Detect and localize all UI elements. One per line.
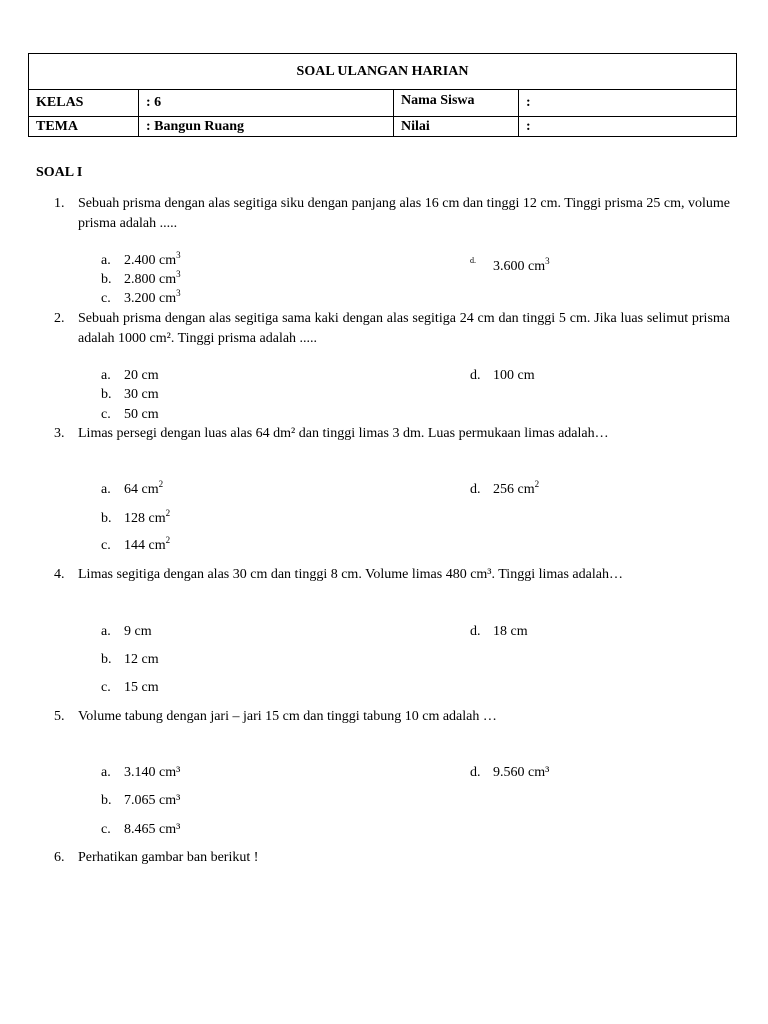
option-text: 2.800 cm (124, 272, 177, 287)
option-letter: d. (470, 368, 481, 383)
option-sup: 2 (165, 508, 171, 518)
question-1 (54, 194, 730, 234)
q5-option-a (101, 763, 180, 783)
q4-option-b (101, 650, 159, 670)
option-text: 18 cm (493, 624, 528, 639)
option-text: 3.200 cm (124, 291, 177, 306)
option-text: 7.065 cm³ (124, 793, 181, 808)
option-letter: c. (101, 822, 111, 837)
q5-option-d (470, 763, 549, 783)
option-text: 256 cm (493, 482, 535, 497)
option-letter: b. (101, 511, 112, 526)
option-letter: d. (470, 624, 481, 639)
option-letter: d. (470, 256, 476, 265)
q1-option-b (101, 270, 181, 290)
q4-option-d (470, 622, 528, 642)
nama-siswa-value: : (519, 90, 737, 117)
option-letter: a. (101, 765, 111, 780)
option-text: 20 cm (124, 368, 159, 383)
tema-value: : Bangun Ruang (139, 117, 394, 137)
option-letter: a. (101, 624, 111, 639)
option-text: 144 cm (124, 538, 166, 553)
question-text: Sebuah prisma dengan alas segitiga siku dengan panjang alas 16 cm dan tinggi 12 cm. Tinggi prisma 25 cm, volume prisma adalah ..... (78, 196, 730, 231)
option-sup: 2 (158, 479, 164, 489)
option-letter: d. (470, 765, 481, 780)
option-letter: b. (101, 793, 112, 808)
option-letter: b. (101, 272, 112, 287)
option-text: 3.140 cm³ (124, 765, 181, 780)
question-number: 5. (54, 709, 65, 724)
option-letter: c. (101, 407, 111, 422)
question-6 (54, 848, 730, 868)
q2-option-a (101, 366, 159, 386)
option-letter: c. (101, 538, 111, 553)
option-text: 100 cm (493, 368, 535, 383)
question-number: 3. (54, 426, 65, 441)
q1-option-d (470, 251, 550, 277)
option-text: 12 cm (124, 652, 159, 667)
option-text: 9.560 cm³ (493, 765, 550, 780)
q2-option-b (101, 385, 159, 405)
option-text: 15 cm (124, 680, 159, 695)
question-text: Perhatikan gambar ban berikut ! (78, 850, 259, 865)
q3-option-d (470, 480, 539, 500)
option-letter: b. (101, 387, 112, 402)
option-letter: c. (101, 680, 111, 695)
q5-option-c (101, 820, 180, 840)
option-text: 64 cm (124, 482, 159, 497)
q2-option-c (101, 405, 159, 425)
question-4 (54, 565, 730, 585)
option-text: 8.465 cm³ (124, 822, 181, 837)
option-text: 30 cm (124, 387, 159, 402)
option-sup: 3 (176, 269, 181, 279)
q2-option-d (470, 366, 535, 386)
q3-option-c (101, 536, 170, 556)
q1-option-a (101, 251, 181, 271)
option-letter: a. (101, 368, 111, 383)
nilai-label: Nilai (394, 117, 519, 137)
question-text: Volume tabung dengan jari – jari 15 cm dan tinggi tabung 10 cm adalah … (78, 709, 497, 724)
q4-option-a (101, 622, 152, 642)
question-text: Limas segitiga dengan alas 30 cm dan tinggi 8 cm. Volume limas 480 cm³. Tinggi limas adalah… (78, 567, 623, 582)
option-letter: a. (101, 482, 111, 497)
kelas-label: KELAS (29, 90, 139, 117)
question-text: Limas persegi dengan luas alas 64 dm² dan tinggi limas 3 dm. Luas permukaan limas adalah… (78, 426, 609, 441)
option-sup: 3 (176, 288, 181, 298)
question-number: 1. (54, 196, 65, 211)
q3-option-a (101, 480, 163, 500)
question-3 (54, 424, 730, 444)
question-number: 4. (54, 567, 65, 582)
q3-option-b (101, 509, 170, 529)
header-table (28, 53, 737, 137)
nilai-value: : (519, 117, 737, 137)
option-text: 128 cm (124, 511, 166, 526)
question-2 (54, 309, 730, 349)
option-text: 3.600 cm (493, 259, 546, 274)
option-letter: d. (470, 482, 481, 497)
option-letter: c. (101, 291, 111, 306)
section-heading: SOAL I (36, 165, 83, 180)
option-sup: 3 (176, 250, 181, 260)
option-sup: 3 (545, 256, 550, 266)
option-sup: 2 (534, 479, 540, 489)
question-5 (54, 707, 730, 727)
option-letter: b. (101, 652, 112, 667)
question-number: 2. (54, 311, 65, 326)
document-title: SOAL ULANGAN HARIAN (29, 54, 737, 90)
nama-siswa-label: Nama Siswa (394, 90, 519, 117)
option-text: 9 cm (124, 624, 152, 639)
q5-option-b (101, 791, 180, 811)
q4-option-c (101, 678, 159, 698)
tema-label: TEMA (29, 117, 139, 137)
option-text: 2.400 cm (124, 253, 177, 268)
option-text: 50 cm (124, 407, 159, 422)
question-number: 6. (54, 850, 65, 865)
option-sup: 2 (165, 535, 171, 545)
kelas-value: : 6 (139, 90, 394, 117)
question-text: Sebuah prisma dengan alas segitiga sama kaki dengan alas segitiga 24 cm dan tinggi 5 cm. Jika luas selimut prisma adalah 1000 cm². Tinggi prisma adalah ..... (78, 311, 730, 346)
q1-option-c (101, 289, 181, 309)
option-letter: a. (101, 253, 111, 268)
